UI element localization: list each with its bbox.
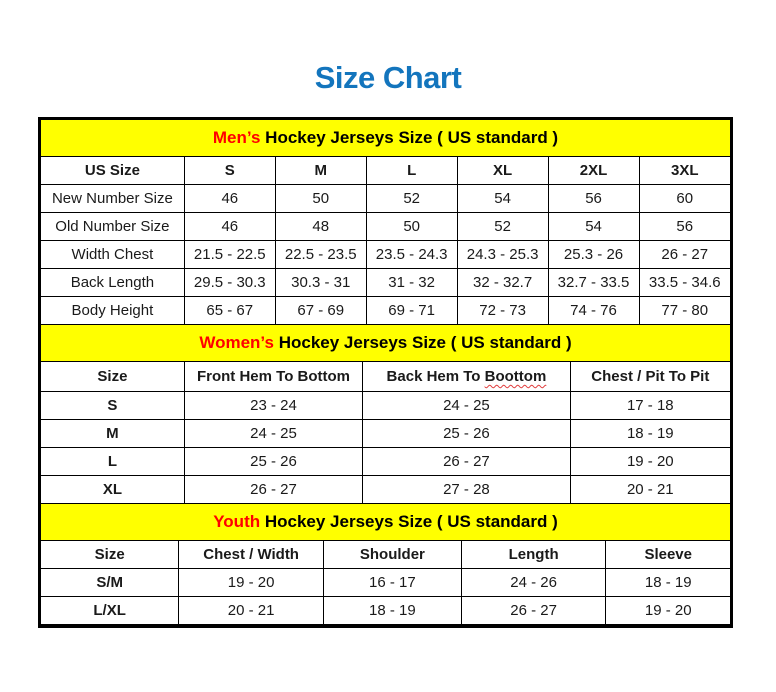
size-value-cell: 24 - 25 bbox=[363, 392, 570, 420]
row-label: Back Length bbox=[41, 269, 184, 297]
column-header: 2XL bbox=[548, 157, 639, 185]
size-value-cell: 24 - 26 bbox=[461, 569, 606, 597]
misspelled-word: Boottom bbox=[484, 368, 547, 385]
size-value-cell: 32.7 - 33.5 bbox=[548, 269, 639, 297]
mens-header-row bbox=[41, 157, 730, 185]
size-value-cell: 23 - 24 bbox=[184, 392, 362, 420]
column-header: M bbox=[275, 157, 366, 185]
column-header: Sleeve bbox=[606, 541, 730, 569]
size-value-cell: 18 - 19 bbox=[606, 569, 730, 597]
size-value-cell: 30.3 - 31 bbox=[275, 269, 366, 297]
column-header: Size bbox=[41, 541, 179, 569]
size-value-cell: 20 - 21 bbox=[179, 597, 324, 625]
column-header: XL bbox=[457, 157, 548, 185]
size-value-cell: 22.5 - 23.5 bbox=[275, 241, 366, 269]
youth-size-table bbox=[41, 540, 730, 625]
row-label: New Number Size bbox=[41, 185, 184, 213]
womens-size-table bbox=[41, 361, 730, 504]
column-header: Chest / Pit To Pit bbox=[570, 362, 730, 392]
womens-header-row bbox=[41, 362, 730, 392]
table-row bbox=[41, 476, 730, 504]
size-value-cell: 26 - 27 bbox=[639, 241, 730, 269]
column-header: Length bbox=[461, 541, 606, 569]
row-label: L bbox=[41, 448, 184, 476]
column-header: S bbox=[184, 157, 275, 185]
size-value-cell: 33.5 - 34.6 bbox=[639, 269, 730, 297]
size-value-cell: 16 - 17 bbox=[323, 569, 461, 597]
mens-section-header bbox=[41, 120, 730, 156]
column-header: L bbox=[366, 157, 457, 185]
table-row bbox=[41, 241, 730, 269]
size-value-cell: 23.5 - 24.3 bbox=[366, 241, 457, 269]
column-header: Shoulder bbox=[323, 541, 461, 569]
table-row bbox=[41, 448, 730, 476]
table-row bbox=[41, 597, 730, 625]
column-header: 3XL bbox=[639, 157, 730, 185]
size-value-cell: 26 - 27 bbox=[461, 597, 606, 625]
row-label: L/XL bbox=[41, 597, 179, 625]
table-row bbox=[41, 269, 730, 297]
size-chart bbox=[38, 117, 733, 628]
row-label: M bbox=[41, 420, 184, 448]
size-value-cell: 19 - 20 bbox=[179, 569, 324, 597]
table-row bbox=[41, 213, 730, 241]
table-row bbox=[41, 569, 730, 597]
column-header-text: Back Hem To bbox=[386, 368, 481, 385]
size-value-cell: 25 - 26 bbox=[363, 420, 570, 448]
column-header: Front Hem To Bottom bbox=[184, 362, 362, 392]
row-label: S bbox=[41, 392, 184, 420]
row-label: Old Number Size bbox=[41, 213, 184, 241]
size-value-cell: 74 - 76 bbox=[548, 297, 639, 325]
size-value-cell: 19 - 20 bbox=[570, 448, 730, 476]
column-header: Size bbox=[41, 362, 184, 392]
size-value-cell: 52 bbox=[457, 213, 548, 241]
table-row bbox=[41, 297, 730, 325]
size-value-cell: 48 bbox=[275, 213, 366, 241]
mens-section-title: Hockey Jerseys Size ( US standard ) bbox=[265, 128, 559, 147]
row-label: Body Height bbox=[41, 297, 184, 325]
womens-section-title: Hockey Jerseys Size ( US standard ) bbox=[278, 333, 572, 352]
table-row bbox=[41, 392, 730, 420]
size-value-cell: 56 bbox=[548, 185, 639, 213]
youth-section-accent: Youth bbox=[213, 512, 261, 531]
size-value-cell: 26 - 27 bbox=[184, 476, 362, 504]
size-value-cell: 25 - 26 bbox=[184, 448, 362, 476]
size-value-cell: 27 - 28 bbox=[363, 476, 570, 504]
row-label: Width Chest bbox=[41, 241, 184, 269]
youth-section-header bbox=[41, 504, 730, 540]
size-value-cell: 67 - 69 bbox=[275, 297, 366, 325]
youth-header-row bbox=[41, 541, 730, 569]
size-value-cell: 56 bbox=[639, 213, 730, 241]
page-title: Size Chart bbox=[314, 60, 462, 95]
size-value-cell: 24 - 25 bbox=[184, 420, 362, 448]
size-value-cell: 52 bbox=[366, 185, 457, 213]
column-header bbox=[363, 362, 570, 392]
size-value-cell: 54 bbox=[457, 185, 548, 213]
size-value-cell: 32 - 32.7 bbox=[457, 269, 548, 297]
table-row bbox=[41, 185, 730, 213]
size-value-cell: 24.3 - 25.3 bbox=[457, 241, 548, 269]
size-value-cell: 31 - 32 bbox=[366, 269, 457, 297]
size-value-cell: 25.3 - 26 bbox=[548, 241, 639, 269]
size-value-cell: 46 bbox=[184, 213, 275, 241]
mens-section-accent: Men’s bbox=[212, 128, 261, 147]
size-value-cell: 69 - 71 bbox=[366, 297, 457, 325]
mens-size-table bbox=[41, 156, 730, 325]
youth-section-title: Hockey Jerseys Size ( US standard ) bbox=[264, 512, 558, 531]
size-value-cell: 50 bbox=[275, 185, 366, 213]
size-value-cell: 77 - 80 bbox=[639, 297, 730, 325]
size-value-cell: 72 - 73 bbox=[457, 297, 548, 325]
column-header: Chest / Width bbox=[179, 541, 324, 569]
size-value-cell: 65 - 67 bbox=[184, 297, 275, 325]
size-value-cell: 19 - 20 bbox=[606, 597, 730, 625]
size-value-cell: 17 - 18 bbox=[570, 392, 730, 420]
size-value-cell: 50 bbox=[366, 213, 457, 241]
size-value-cell: 18 - 19 bbox=[323, 597, 461, 625]
size-value-cell: 26 - 27 bbox=[363, 448, 570, 476]
size-value-cell: 20 - 21 bbox=[570, 476, 730, 504]
womens-section-accent: Women’s bbox=[199, 333, 274, 352]
row-label: S/M bbox=[41, 569, 179, 597]
column-header: US Size bbox=[41, 157, 184, 185]
size-value-cell: 21.5 - 22.5 bbox=[184, 241, 275, 269]
size-value-cell: 29.5 - 30.3 bbox=[184, 269, 275, 297]
womens-section-header bbox=[41, 325, 730, 361]
table-row bbox=[41, 420, 730, 448]
size-value-cell: 54 bbox=[548, 213, 639, 241]
size-value-cell: 46 bbox=[184, 185, 275, 213]
row-label: XL bbox=[41, 476, 184, 504]
size-value-cell: 60 bbox=[639, 185, 730, 213]
size-value-cell: 18 - 19 bbox=[570, 420, 730, 448]
